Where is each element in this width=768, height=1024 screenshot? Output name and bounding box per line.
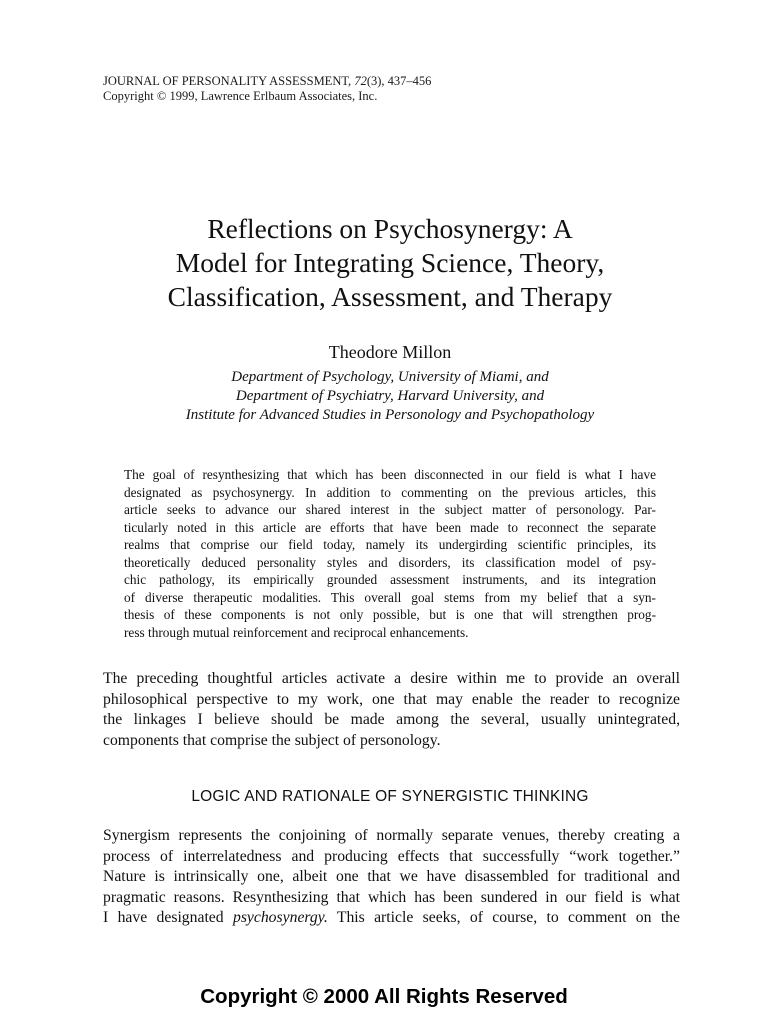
- body-line: the linkages I believe should be made among the several, usually unintegrated,: [103, 711, 680, 728]
- journal-citation: [103, 74, 431, 89]
- abstract-line: ticularly noted in this article are efforts that have been made to reconnect the separate: [124, 519, 656, 535]
- abstract-line: article seeks to advance our shared interest in the subject matter of personology. Par-: [124, 502, 656, 517]
- journal-issue-pages: (3), 437–456: [366, 74, 432, 88]
- abstract-line: designated as psychosynergy. In addition to commenting on the previous articles, this: [124, 484, 656, 500]
- body-line: philosophical perspective to my work, one that may enable the reader to recognize: [103, 690, 680, 708]
- body-line: pragmatic reasons. Resynthesizing that which has been sundered in our field is what: [103, 888, 680, 906]
- italic-term: psychosynergy.: [232, 909, 328, 926]
- abstract: [124, 466, 656, 641]
- affiliation-line: Department of Psychiatry, Harvard University, and: [235, 388, 545, 404]
- journal-name: JOURNAL OF PERSONALITY ASSESSMENT,: [103, 74, 352, 88]
- abstract-line: of diverse therapeutic modalities. This overall goal stems from my belief that a syn-: [124, 589, 656, 605]
- affiliation-line: Institute for Advanced Studies in Personology and Psychopathology: [185, 407, 595, 423]
- author-name: Theodore Millon: [328, 342, 452, 362]
- intro-paragraph: [103, 669, 680, 751]
- body-line: The preceding thoughtful articles activate a desire within me to provide an overall: [103, 670, 680, 687]
- abstract-line: theoretically deduced personality styles and disorders, its classification model of psy-: [124, 554, 656, 570]
- journal-header: [103, 74, 431, 104]
- abstract-line: chic pathology, its empirically grounded assessment instruments, and its integration: [124, 572, 656, 587]
- text-run: I have designated: [103, 909, 233, 926]
- abstract-line: thesis of these components is not only possible, but is one that will strengthen prog-: [124, 607, 656, 622]
- text-run: This article seeks, of course, to comment on the: [327, 909, 680, 926]
- footer-copyright: Copyright © 2000 All Rights Reserved: [200, 985, 568, 1008]
- author-affiliations: [80, 368, 700, 425]
- title-line: Reflections on Psychosynergy: A: [207, 213, 573, 244]
- title-line: Model for Integrating Science, Theory,: [175, 247, 605, 278]
- affiliation-line: Department of Psychology, University of Miami, and: [231, 369, 549, 385]
- journal-volume: 72: [354, 74, 367, 88]
- section-paragraph: [103, 826, 680, 929]
- abstract-line: The goal of resynthesizing that which has been disconnected in our field is what I have: [124, 467, 656, 482]
- section-heading: LOGIC AND RATIONALE OF SYNERGISTIC THINKING: [191, 788, 589, 805]
- article-title: [80, 212, 700, 314]
- publisher-copyright: Copyright © 1999, Lawrence Erlbaum Associates, Inc.: [103, 89, 378, 103]
- body-line: Nature is intrinsically one, albeit one that we have disassembled for traditional and: [103, 868, 680, 885]
- abstract-line: ress through mutual reinforcement and reciprocal enhancements.: [124, 624, 469, 640]
- body-line: components that comprise the subject of personology.: [103, 731, 441, 749]
- body-line: Synergism represents the conjoining of normally separate venues, thereby creating a: [103, 827, 680, 844]
- title-line: Classification, Assessment, and Therapy: [167, 281, 613, 312]
- body-line: process of interrelatedness and producing effects that successfully “work together.”: [103, 847, 680, 865]
- body-line: [103, 908, 680, 929]
- abstract-line: realms that comprise our field today, namely its undergirding scientific principles, its: [124, 537, 656, 552]
